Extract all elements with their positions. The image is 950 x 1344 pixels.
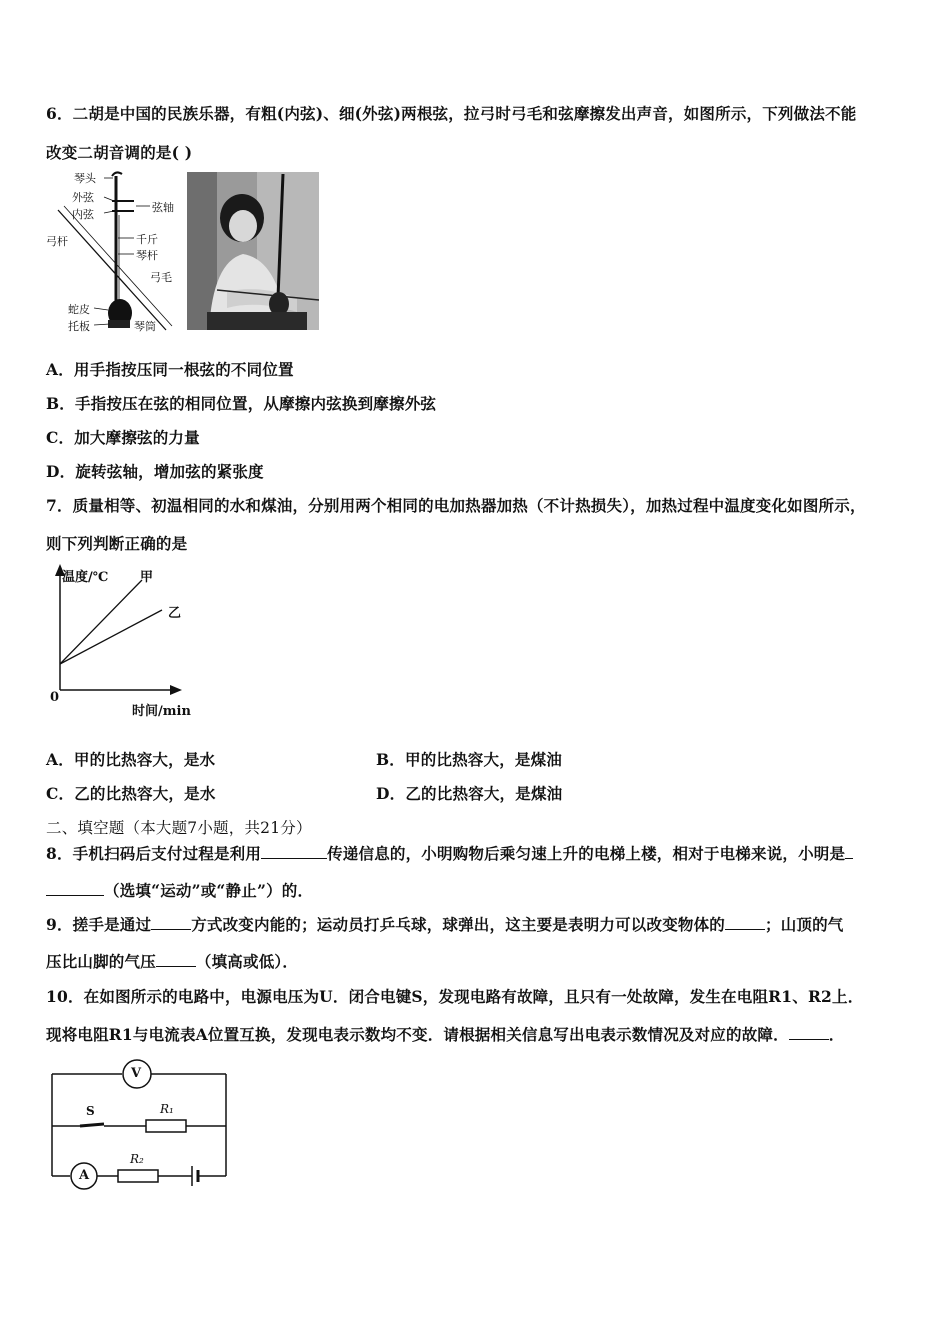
q6-option-a: A．用手指按压同一根弦的不同位置 (46, 360, 294, 379)
switch-label: S (86, 1104, 95, 1118)
label-xianzhou: 弦轴 (152, 201, 174, 214)
resistor-r2 (118, 1170, 158, 1182)
label-neixian: 内弦 (72, 208, 94, 221)
section-2-title: 二、填空题（本大题7小题，共21分） (46, 819, 312, 837)
erhu-diagram (46, 170, 181, 335)
q6-stem-line1: 6．二胡是中国的民族乐器，有粗(内弦)、细(外弦)两根弦，拉弓时弓毛和弦摩擦发出声音，如图所示，下列做法不能 (46, 104, 857, 123)
ammeter-label: A (79, 1168, 90, 1183)
r1-label: R₁ (160, 1102, 174, 1116)
label-shepi: 蛇皮 (68, 303, 90, 316)
q8-line1 (46, 842, 853, 864)
graph-label-jia: 甲 (140, 570, 154, 585)
q7-option-c: C．乙的比热容大，是水 (46, 784, 216, 803)
label-tuoban: 托板 (68, 320, 90, 333)
q7-option-a: A．甲的比热容大，是水 (46, 750, 216, 769)
q9-part3: ；山顶的气 (765, 915, 844, 934)
q7-option-d: D．乙的比热容大，是煤油 (376, 784, 563, 803)
label-gongmao: 弓毛 (150, 271, 172, 284)
label-qintou: 琴头 (74, 172, 96, 185)
q10-line2-text: 现将电阻R1与电流表A位置互换，发现电表示数均不变．请根据相关信息写出电表示数情况及对应的故障． (46, 1025, 789, 1044)
q10-line2 (46, 1023, 845, 1045)
graph-origin: 0 (50, 690, 60, 705)
graph-ylabel: 温度/℃ (62, 570, 109, 585)
label-gonggan: 弓杆 (46, 235, 68, 248)
q8-part1: 8．手机扫码后支付过程是利用 (46, 844, 262, 863)
q10-line2-end: ． (828, 1025, 845, 1044)
q8-blank-2-start[interactable] (845, 844, 853, 859)
label-qingan: 琴杆 (136, 249, 158, 262)
q6-option-d: D．旋转弦轴，增加弦的紧张度 (46, 462, 264, 481)
line-yi (60, 610, 162, 664)
temperature-time-graph (44, 562, 204, 718)
q9-part5: （填高或低）． (195, 952, 299, 971)
q9-part1: 9．搓手是通过 (46, 915, 152, 934)
q8-part2: 传递信息的，小明购物后乘匀速上升的电梯上楼，相对于电梯来说，小明是 (327, 844, 846, 863)
q6-option-b: B．手指按压在弦的相同位置，从摩擦内弦换到摩擦外弦 (46, 394, 437, 413)
label-qianjin: 千斤 (136, 233, 158, 246)
q6-option-c: C．加大摩擦弦的力量 (46, 428, 200, 447)
q7-stem-line1: 7．质量相等、初温相同的水和煤油，分别用两个相同的电加热器加热（不计热损失），加热过程中温度变化如图所示， (46, 496, 866, 515)
label-qintong: 琴筒 (134, 320, 156, 333)
q9-part4: 压比山脚的气压 (46, 952, 156, 971)
q6-stem-line2: 改变二胡音调的是( ) (46, 143, 193, 162)
r2-label: R₂ (130, 1152, 144, 1166)
erhu-player-photo (187, 172, 319, 330)
q9-blank-3[interactable] (156, 952, 196, 967)
q9-line1 (46, 913, 844, 935)
voltmeter-label: V (131, 1066, 142, 1081)
q8-line2 (46, 879, 313, 901)
resistor-r1 (146, 1120, 186, 1132)
q8-part3: （选填“运动”或“静止”）的． (104, 881, 314, 900)
label-waixian: 外弦 (72, 191, 94, 204)
q8-blank-1[interactable] (261, 844, 327, 859)
q9-blank-2[interactable] (725, 915, 765, 930)
q9-line2 (46, 950, 298, 972)
q9-part2: 方式改变内能的；运动员打乒乓球，球弹出，这主要是表明力可以改变物体的 (191, 915, 725, 934)
graph-label-yi: 乙 (168, 606, 182, 621)
line-jia (60, 580, 142, 664)
q10-blank[interactable] (789, 1025, 829, 1040)
graph-xlabel: 时间/min (132, 704, 191, 719)
q7-option-b: B．甲的比热容大，是煤油 (376, 750, 563, 769)
q9-blank-1[interactable] (151, 915, 191, 930)
q8-blank-2[interactable] (46, 881, 104, 896)
q10-line1: 10．在如图所示的电路中，电源电压为U．闭合电键S，发现电路有故障，且只有一处故障，发生在电阻R1、R2上． (46, 987, 864, 1006)
q7-stem-line2: 则下列判断正确的是 (46, 534, 188, 553)
circuit-diagram (46, 1058, 232, 1192)
switch-icon (80, 1124, 104, 1126)
